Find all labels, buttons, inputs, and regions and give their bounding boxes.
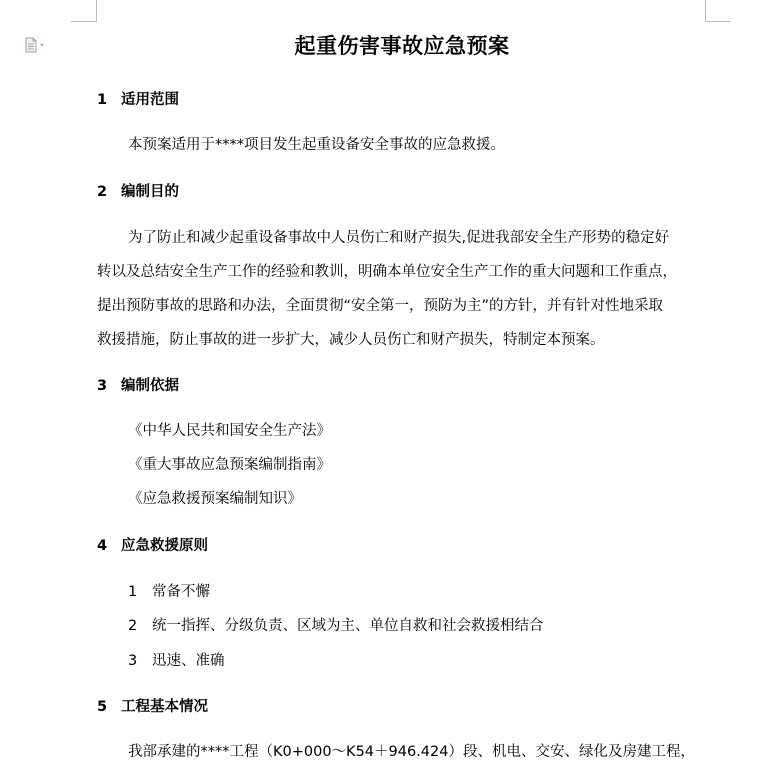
section-title: 工程基本情况 xyxy=(121,699,208,715)
document-title: 起重伤害事故应急预案 xyxy=(294,34,510,58)
paragraph-line: 本预案适用于****项目发生起重设备安全事故的应急救援。 xyxy=(128,137,505,153)
crop-mark-top-left-horizontal xyxy=(71,21,97,22)
list-item xyxy=(128,614,544,635)
crop-mark-top-right-horizontal xyxy=(705,21,731,22)
list-item-number: 1 xyxy=(128,584,138,600)
crop-mark-top-right-vertical xyxy=(705,0,706,21)
section-number: 5 xyxy=(97,699,108,715)
section-title: 适用范围 xyxy=(121,92,179,108)
paragraph-line: 转以及总结安全生产工作的经验和教训，明确本单位安全生产工作的重大问题和工作重点， xyxy=(97,264,677,280)
list-item-number: 3 xyxy=(128,653,138,669)
section-heading-5 xyxy=(97,695,208,716)
reference-line: 《应急救援预案编制知识》 xyxy=(128,491,302,507)
paragraph-line: 提出预防事故的思路和办法，全面贯彻“安全第一，预防为主”的方针，并有针对性地采取 xyxy=(97,298,664,314)
list-item xyxy=(128,649,225,670)
list-item-text: 统一指挥、分级负责、区域为主、单位自救和社会救援相结合 xyxy=(152,618,544,634)
section-heading-1 xyxy=(97,88,179,109)
section-title: 编制目的 xyxy=(121,184,179,200)
list-item-text: 迅速、准确 xyxy=(152,653,225,669)
section-title: 编制依据 xyxy=(121,378,179,394)
section-heading-2 xyxy=(97,180,179,201)
section-number: 4 xyxy=(97,538,108,554)
list-item-number: 2 xyxy=(128,618,138,634)
section-heading-3 xyxy=(97,374,179,395)
section-heading-4 xyxy=(97,534,208,555)
paragraph-line: 我部承建的****工程（K0+000～K54＋946.424）段、机电、交安、绿化及房建工程， xyxy=(128,744,695,760)
crop-mark-top-left-vertical xyxy=(96,0,97,21)
reference-line: 《重大事故应急预案编制指南》 xyxy=(128,457,331,473)
section-number: 2 xyxy=(97,184,108,200)
paragraph-line: 救援措施，防止事故的进一步扩大，减少人员伤亡和财产损失，特制定本预案。 xyxy=(97,332,605,348)
list-item xyxy=(128,580,210,601)
reference-line: 《中华人民共和国安全生产法》 xyxy=(128,423,331,439)
section-number: 1 xyxy=(97,92,108,108)
section-number: 3 xyxy=(97,378,108,394)
paragraph-line: 为了防止和减少起重设备事故中人员伤亡和财产损失,促进我部安全生产形势的稳定好 xyxy=(128,230,670,246)
list-item-text: 常备不懈 xyxy=(152,584,210,600)
section-title: 应急救援原则 xyxy=(121,538,208,554)
